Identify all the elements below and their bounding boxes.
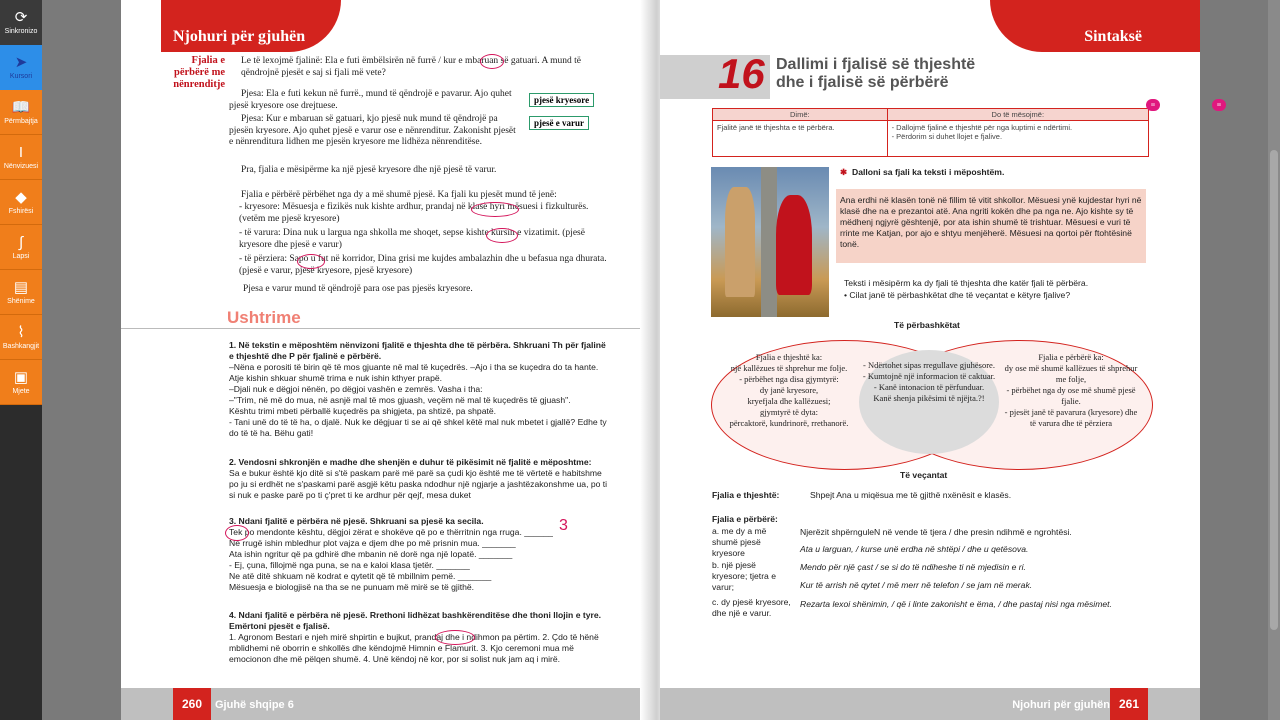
venn-left-text: Fjalia e thjeshtë ka: një kallëzues të shprehur me folje. - përbëhet nga disa gjymtyrë: dy janë kryesore, kryefjala dhe kallëzuesi; gjymtyrë të dyta: përcaktorë, kundrinorë, rrethanorë. — [729, 352, 849, 428]
notes-icon: ▤ — [13, 278, 29, 296]
annotation-circle — [486, 228, 518, 243]
tool-pencil[interactable]: ∫ Lapsi — [0, 225, 42, 270]
right-page — [660, 0, 1200, 720]
tool-attach[interactable]: ⌇ Bashkangjit — [0, 315, 42, 360]
table-header-learn: Do të mësojmë: — [887, 109, 1148, 121]
right-page-number: 261 — [1110, 688, 1148, 720]
eraser-icon: ◆ — [15, 188, 27, 206]
divider — [121, 328, 652, 329]
tool-cursor[interactable]: ➤ Kursori — [0, 45, 42, 90]
question-4-text: 1. Agronom Bestari e njeh mirë shpirtin e bujkut, prandaj dhe i ndihmon pa përtim. 2. Çdo të hënë mblidhemi në oborrin e shkollës dhe këndojmë Himnin e Flamurit. 3. Kjo ceremoni mua më emocionon dhe më pëlqen shumë. 4. Unë këndoj në kor, por si solist nuk jam aq i mirë. — [229, 632, 599, 664]
compound-label: Fjalia e përbërë: — [712, 514, 778, 524]
paragraph-4: Fjalia e përbërë përbëhet nga dy a më shumë pjesë. Ka fjali ku pjesët mund të jenë: — [241, 190, 557, 200]
compound-type-b: b. një pjesë kryesore; tjetra e varur; — [712, 560, 776, 592]
annotation-circle — [225, 525, 249, 541]
table-cell-know: Fjalitë janë të thjeshta e të përbëra. — [713, 121, 888, 157]
paragraph-1: Pjesa: Ela e futi kekun në furrë., mund të qëndrojë e pavarur. Ajo quhet pjesë kryesore ose drejtuese. — [229, 89, 512, 111]
comment-icon[interactable]: ≡ — [1146, 99, 1160, 111]
example-mixed: - të përziera: Sapo u fut në korridor, Dina grisi me kujdes ambalazhin dhe u befasua nga dhurata. (pjesë e varur, pjesë kryesore, pjesë kryesore) — [239, 254, 607, 276]
left-page — [121, 0, 652, 720]
lesson-number: 16 — [718, 50, 765, 97]
tree-trunk — [761, 167, 777, 317]
tool-contents[interactable]: 📖 Përmbajtja — [0, 90, 42, 135]
example-main: - kryesore: Mësuesja e fizikës nuk kishte ardhur, prandaj në klasë hyri mësuesi i fizkulturës. (vetëm me pjesë kryesore) — [239, 202, 589, 224]
example-a1: Njerëzit shpërnguleN në vende të tjera / dhe presin ndihmë e ngrohtësi. — [800, 527, 1072, 537]
question-4: 4. Ndani fjalitë e përbëra në pjesë. Rrethoni lidhëzat bashkërenditëse dhe thoni llojin e tyre. Emërtoni pjesët e fjalisë. — [229, 610, 602, 631]
tool-eraser[interactable]: ◆ Fshirësi — [0, 180, 42, 225]
table-header-know: Dimë: — [713, 109, 888, 121]
pencil-icon: ∫ — [18, 233, 24, 251]
example-a2: Ata u larguan, / kurse unë erdha në shtëpi / dhe u qetësova. — [800, 544, 1029, 554]
table-cell-learn: - Dallojmë fjalinë e thjeshtë për nga kuptimi e ndërtimi. - Përdorim si duhet llojet e fjalive. — [887, 121, 1148, 157]
differences-title: Të veçantat — [900, 470, 948, 480]
star-icon: ✱ — [840, 167, 848, 177]
annotation-circle — [480, 54, 504, 69]
intro-text: Le të lexojmë fjalinë: Ela e futi ëmbëlsirën në furrë / kur e mbaruan së gatuari. A mund të qëndrojnë pjesët e saj si fjali më vete? — [241, 56, 582, 78]
question-2-text: Sa e bukur është kjo ditë si s'të paskam parë më parë sa çudi kjo është me të vërtetë e habitshme po ju si erdhët ne s'paskami parë asgjë këtu paska ndodhur një ngjarje a jashtëzakonshme ua, po ti si nuk e paske parë po ti ç'pret ti ke ardhur për qejf, mesa duket — [229, 468, 608, 500]
question-1: 1. Në tekstin e mëposhtëm nënvizoni fjalitë e thjeshta dhe të përbëra. Shkruani Th për fjalinë e thjeshtë dhe P për fjalinë e përbërë. — [229, 340, 606, 361]
illustration-children — [711, 167, 829, 317]
handwritten-number: 3 — [559, 517, 568, 534]
venn-diagram — [711, 340, 1151, 470]
left-page-number: 260 — [173, 688, 211, 720]
example-c1: Rezarta lexoi shënimin, / që i linte zakonisht e ëma, / dhe pastaj nisi nga mësimet. — [800, 599, 1112, 609]
compound-type-c: c. dy pjesë kryesore, dhe një e varur. — [712, 597, 791, 618]
objectives-table — [712, 108, 1149, 157]
example-subordinate: - të varura: Dina nuk u largua nga shkolla me shoqet, sepse kishte kursin e vizatimit. (pjesë kryesore dhe pjesë e varur) — [239, 228, 585, 250]
annotation-circle — [435, 630, 475, 645]
book-icon: 📖 — [11, 98, 31, 116]
right-header-title: Sintaksë — [1084, 28, 1142, 45]
text-cursor-icon: I — [18, 143, 24, 161]
tool-notes[interactable]: ▤ Shënime — [0, 270, 42, 315]
paragraph-2: Pjesa: Kur e mbaruan së gatuari, kjo pjesë nuk mund të qëndrojë pa pjesën kryesore. Ajo quhet pjesë e varur ose e nënrenditur. Zakonisht pjesët e nënrenditura lidhen me pjesën kryesore me lidhëza nënrenditëse. — [229, 114, 516, 147]
tool-sidebar — [0, 0, 42, 720]
question-3-text: Tek po mendonte kështu, dëgjoi zërat e shokëve që po e thërritnin nga rruga. ______ Në rrugë ishin mbledhur plot vajza e djem dhe po më prisnin mua. _______ Ata ishin ngritur që pa gdhirë dhe mbanin në dorë nga një lopatë. _______ - Ej, çuna, fillojmë nga puna, se na e kaloi klasa tjetër. _______ Ne atë ditë shkuam në kodrat e qytetit që të mbillnim pemë. _______ Mësuesja e biologjisë na tha se ne punuam më mirë se të gjithë. — [229, 527, 553, 592]
right-footer-title: Njohuri për gjuhën — [1012, 699, 1110, 711]
sync-icon: ⟳ — [14, 9, 28, 26]
box-subordinate-clause: pjesë e varur — [529, 116, 589, 130]
paperclip-icon: ⌇ — [17, 323, 25, 341]
question-3: 3. Ndani fjalitë e përbëra në pjesë. Shkruani sa pjesë ka secila. — [229, 516, 484, 526]
example-b2: Kur të arrish në qytet / më merr në telefon / se jam në merak. — [800, 580, 1033, 590]
scrollbar-thumb[interactable] — [1270, 150, 1278, 630]
venn-right-text: Fjalia e përbërë ka: dy ose më shumë kallëzues të shprehur me folje, - përbëhet nga dy ose më shumë pjesë fjalie. - pjesët janë të pavarura (kryesore) dhe të varura dhe të përziera — [1004, 352, 1138, 428]
tool-sync[interactable]: ⟳ Sinkronizo — [0, 0, 42, 45]
question-1-text: –Nëna e porositi të birin që të mos gjuante në mal të kuçedrës. –Ajo i tha se kuçedra do ta hante. Atje kishin shkuar shumë trima e nuk ishin kthyer prapë. –Djali nuk e dëgjoi nënën, po dëgjoi vashën e zemrës. Vasha i tha: –"Trim, në më do mua, në asnjë mal të mos gjuash, veçëm në mal të kuçedrës të gjuash". Kështu trimi mbeti përballë kuçedrës pa shigjeta, pa shtizë, pa shpatë. - Tani unë do të të ha, o djalë. Nuk ke dëgjuar ti se ai që shkel këtë mal nuk mbetet i gjallë? Edhe ty do të të ha. Bëhu gati! — [229, 362, 607, 438]
note-2: • Cilat janë të përbashkëtat dhe të veçantat e këtyre fjalive? — [844, 290, 1071, 300]
tools-icon: ▣ — [13, 368, 29, 386]
left-footer-title: Gjuhë shqipe 6 — [215, 699, 294, 711]
paragraph-3: Pra, fjalia e mësipërme ka një pjesë kryesore dhe një pjesë të varur. — [241, 165, 497, 175]
venn-center-text: - Ndërtohet sipas rregullave gjuhësore. - Kumtojnë një informacion të caktuar. - Kanë intonacion të përfunduar. Kanë shenja pikësimi të njëjta.?! — [862, 360, 996, 403]
tool-tools[interactable]: ▣ Mjete — [0, 360, 42, 405]
comment-icon[interactable]: ≡ — [1212, 99, 1226, 111]
exercises-title: Ushtrime — [227, 308, 301, 327]
simple-example: Shpejt Ana u miqësua me të gjithë nxënësit e klasës. — [810, 490, 1012, 500]
common-title: Të përbashkëtat — [894, 320, 960, 330]
paragraph-5: Pjesa e varur mund të qëndrojë para ose pas pjesës kryesore. — [243, 284, 473, 294]
annotation-circle — [471, 202, 519, 217]
scrollbar[interactable] — [1268, 0, 1280, 720]
compound-type-a: a. me dy a më shumë pjesë kryesore — [712, 526, 767, 558]
left-header-title: Njohuri për gjuhën — [173, 28, 306, 45]
question-2: 2. Vendosni shkronjën e madhe dhe shenjën e duhur të pikësimit në fjalitë e mëposhtme: — [229, 457, 592, 467]
lesson-title-line-1: Dallimi i fjalisë së thjeshtë — [776, 56, 976, 73]
simple-label: Fjalia e thjeshtë: — [712, 490, 780, 500]
example-b1: Mendo për një çast / se si do të ndiheshe ti në mjedisin e ri. — [800, 562, 1026, 572]
tool-highlighter[interactable]: I Nënvizuesi — [0, 135, 42, 180]
annotation-circle — [297, 254, 325, 269]
box-main-clause: pjesë kryesore — [529, 93, 594, 107]
cursor-icon: ➤ — [14, 54, 28, 71]
task-text: ✱ Dalloni sa fjali ka teksti i mëposhtëm. — [840, 167, 1005, 177]
lesson-title — [776, 56, 975, 92]
passage-text: Ana erdhi në klasën tonë në fillim të vitit shkollor. Mësuesi ynë kujdestar hyri në klasë dhe na e prezantoi atë. Ana ngriti kokën dhe pa nga ne. Ajo kishte sy të mëdhenj ngjyrë gështenjë, por ata ishin shumë të trishtuar. Mësuesi e vuri të rrinte me Katjan, por ajo e shtyu menjëherë. Mësuesi na qortoi për ftohtësinë tonë. — [840, 195, 1142, 249]
note-1: Teksti i mësipërm ka dy fjali të thjeshta dhe katër fjali të përbëra. — [844, 278, 1089, 288]
side-title: Fjalia e përbërë me nënrenditje — [173, 55, 225, 90]
boy-figure — [725, 187, 755, 297]
lesson-title-line-2: dhe i fjalisë së përbërë — [776, 74, 949, 91]
girl-figure — [776, 195, 812, 295]
